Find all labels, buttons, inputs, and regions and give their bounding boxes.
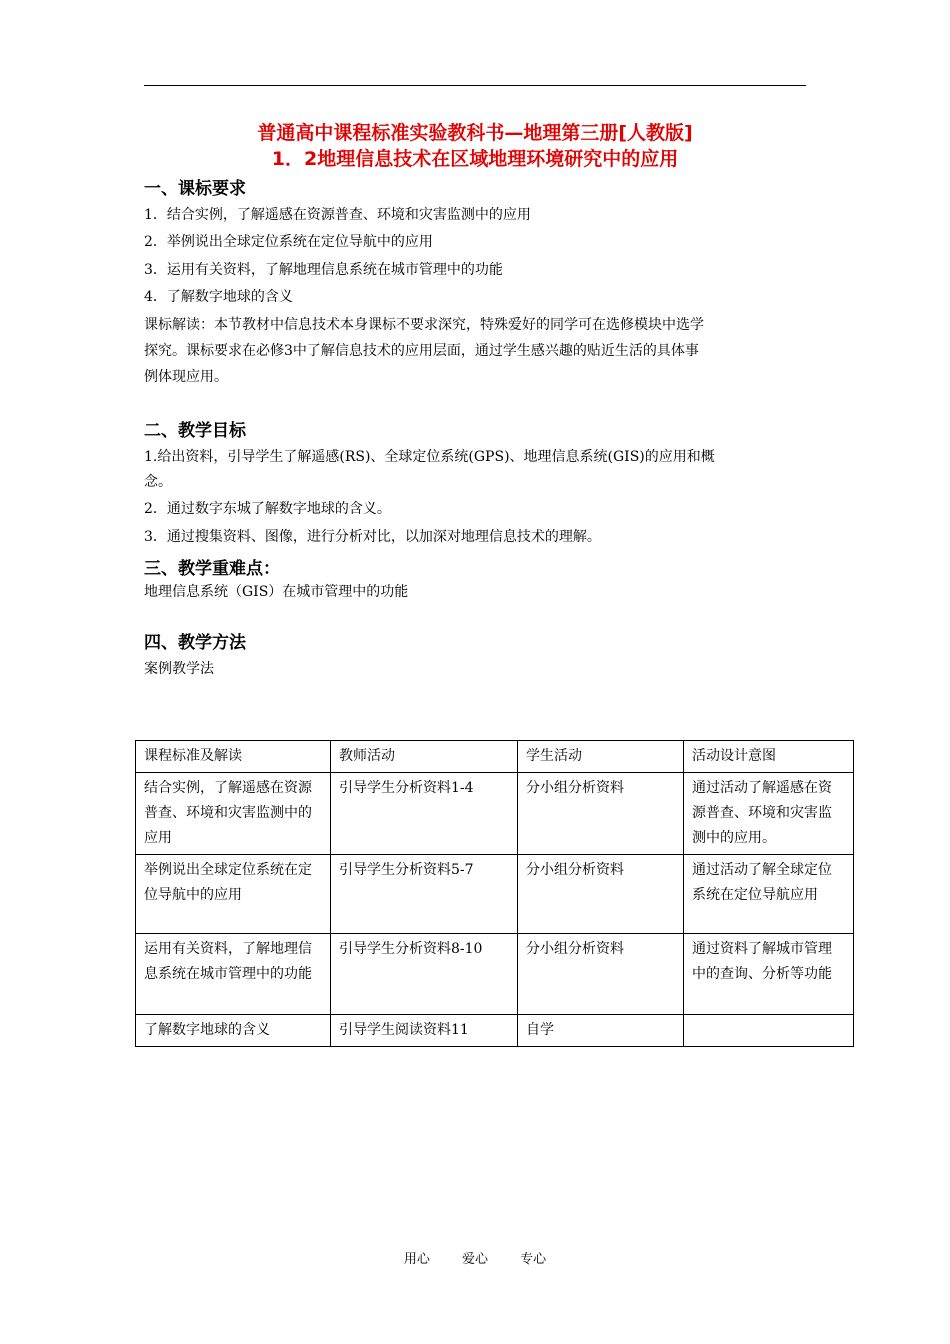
standard-note-line-3: 例体现应用。	[144, 369, 228, 385]
table-row	[136, 934, 854, 1015]
standard-note-line-1: 课标解读：本节教材中信息技术本身课标不要求深究，特殊爱好的同学可在选修模块中选学	[144, 317, 704, 333]
table-cell: 分小组分析资料	[518, 934, 684, 1015]
table-header-cell: 教师活动	[331, 741, 518, 773]
table-row	[136, 1015, 854, 1047]
activity-table	[135, 740, 854, 1047]
table-cell: 引导学生分析资料8-10	[331, 934, 518, 1015]
lesson-title: 1．2地理信息技术在区域地理环境研究中的应用	[271, 148, 679, 170]
table-cell: 了解数字地球的含义	[136, 1015, 331, 1047]
objective-item-1-line-2: 念。	[144, 474, 172, 490]
table-cell: 自学	[518, 1015, 684, 1047]
header-rule	[144, 85, 806, 86]
table-cell: 通过活动了解遥感在资源普查、环境和灾害监测中的应用。	[684, 773, 854, 855]
requirement-item-1: 1．结合实例，了解遥感在资源普查、环境和灾害监测中的应用	[144, 207, 531, 223]
table-cell: 引导学生阅读资料11	[331, 1015, 518, 1047]
table-header-cell: 课程标准及解读	[136, 741, 331, 773]
requirement-item-4: 4．了解数字地球的含义	[144, 289, 293, 305]
table-row	[136, 855, 854, 934]
table-header-cell: 学生活动	[518, 741, 684, 773]
table-cell: 通过活动了解全球定位系统在定位导航应用	[684, 855, 854, 934]
footer-motto: 专心	[520, 1252, 547, 1267]
key-point-text: 地理信息系统（GIS）在城市管理中的功能	[144, 584, 409, 600]
standard-note-line-2: 探究。课标要求在必修3中了解信息技术的应用层面，通过学生感兴趣的贴近生活的具体事	[144, 343, 699, 359]
section-heading-4: 四、教学方法	[144, 633, 246, 653]
requirement-item-3: 3．运用有关资料，了解地理信息系统在城市管理中的功能	[144, 262, 503, 278]
method-text: 案例教学法	[144, 661, 214, 677]
section-heading-3: 三、教学重难点：	[144, 559, 280, 579]
section-heading-2: 二、教学目标	[144, 421, 246, 441]
footer-motto: 爱心	[461, 1252, 488, 1267]
footer-motto: 用心	[403, 1252, 430, 1267]
table-cell: 分小组分析资料	[518, 773, 684, 855]
table-cell: 引导学生分析资料5-7	[331, 855, 518, 934]
table-cell: 引导学生分析资料1-4	[331, 773, 518, 855]
table-cell: 通过资料了解城市管理中的查询、分析等功能	[684, 934, 854, 1015]
objective-item-3: 3．通过搜集资料、图像，进行分析对比，以加深对地理信息技术的理解。	[144, 529, 601, 545]
document-title: 普通高中课程标准实验教科书—地理第三册[人教版]	[257, 122, 693, 144]
table-header-cell: 活动设计意图	[684, 741, 854, 773]
page-footer	[0, 1248, 950, 1267]
table-cell: 运用有关资料，了解地理信息系统在城市管理中的功能	[136, 934, 331, 1015]
requirement-item-2: 2．举例说出全球定位系统在定位导航中的应用	[144, 234, 433, 250]
table-cell: 举例说出全球定位系统在定位导航中的应用	[136, 855, 331, 934]
table-cell	[684, 1015, 854, 1047]
table-cell: 分小组分析资料	[518, 855, 684, 934]
table-header-row	[136, 741, 854, 773]
objective-item-2: 2．通过数字东城了解数字地球的含义。	[144, 501, 391, 517]
section-heading-1: 一、课标要求	[144, 179, 246, 199]
objective-item-1-line-1: 1.给出资料，引导学生了解遥感(RS)、全球定位系统(GPS)、地理信息系统(GIS)的应用和概	[144, 449, 715, 465]
table-cell: 结合实例，了解遥感在资源普查、环境和灾害监测中的应用	[136, 773, 331, 855]
table-row	[136, 773, 854, 855]
